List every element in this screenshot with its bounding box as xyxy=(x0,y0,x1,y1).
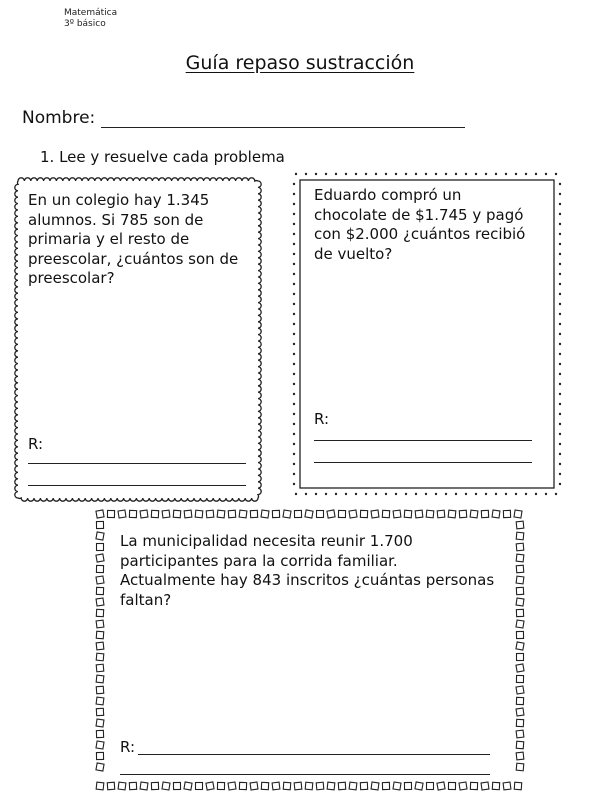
subject-label: Matemática xyxy=(64,8,118,18)
answer-line-3b[interactable] xyxy=(120,774,490,775)
answer-label-2: R: xyxy=(314,410,330,428)
problem-1-line: preescolar, ¿cuántos son de xyxy=(28,249,239,268)
problem-2-line: Eduardo compró un xyxy=(314,186,462,204)
answer-line-3a[interactable] xyxy=(138,754,490,755)
answer-line-1a[interactable] xyxy=(28,463,246,464)
problem-3-text xyxy=(120,532,510,610)
name-input-line[interactable] xyxy=(101,109,465,128)
answer-label-1: R: xyxy=(28,435,44,453)
answer-line-2a[interactable] xyxy=(314,440,532,441)
problem-1-line: primaria y el resto de xyxy=(28,230,190,248)
problem-2-text xyxy=(314,186,554,264)
instruction: 1. Lee y resuelve cada problema xyxy=(40,148,285,166)
problem-3-line: La municipalidad necesita reunir 1.700 xyxy=(120,532,413,550)
name-label: Nombre: xyxy=(22,108,96,128)
problem-1-text xyxy=(28,191,256,289)
problem-2-line: chocolate de $1.745 y pagó xyxy=(314,205,524,224)
problem-1-line: alumnos. Si 785 son de xyxy=(28,210,204,229)
answer-label-3: R: xyxy=(120,738,136,756)
grade-label: 3º básico xyxy=(64,19,106,29)
answer-line-1b[interactable] xyxy=(28,485,246,486)
problem-3-line: participantes para la corrida familiar. xyxy=(120,551,398,570)
answer-line-2b[interactable] xyxy=(314,462,532,463)
problem-card-1 xyxy=(14,177,262,502)
page-title: Guía repaso sustracción xyxy=(185,52,415,74)
problem-2-line: con $2.000 ¿cuántos recibió xyxy=(314,225,526,243)
problem-1-line: En un colegio hay 1.345 xyxy=(28,191,210,209)
problem-1-line: preescolar? xyxy=(28,269,115,287)
problem-card-2 xyxy=(292,172,562,496)
problem-3-line: Actualmente hay 843 inscritos ¿cuántas personas xyxy=(120,571,495,589)
name-row xyxy=(22,108,465,128)
problem-3-line: faltan? xyxy=(120,590,172,609)
subject-header xyxy=(64,8,117,30)
problem-card-3 xyxy=(94,508,526,792)
problem-2-line: de vuelto? xyxy=(314,244,393,263)
